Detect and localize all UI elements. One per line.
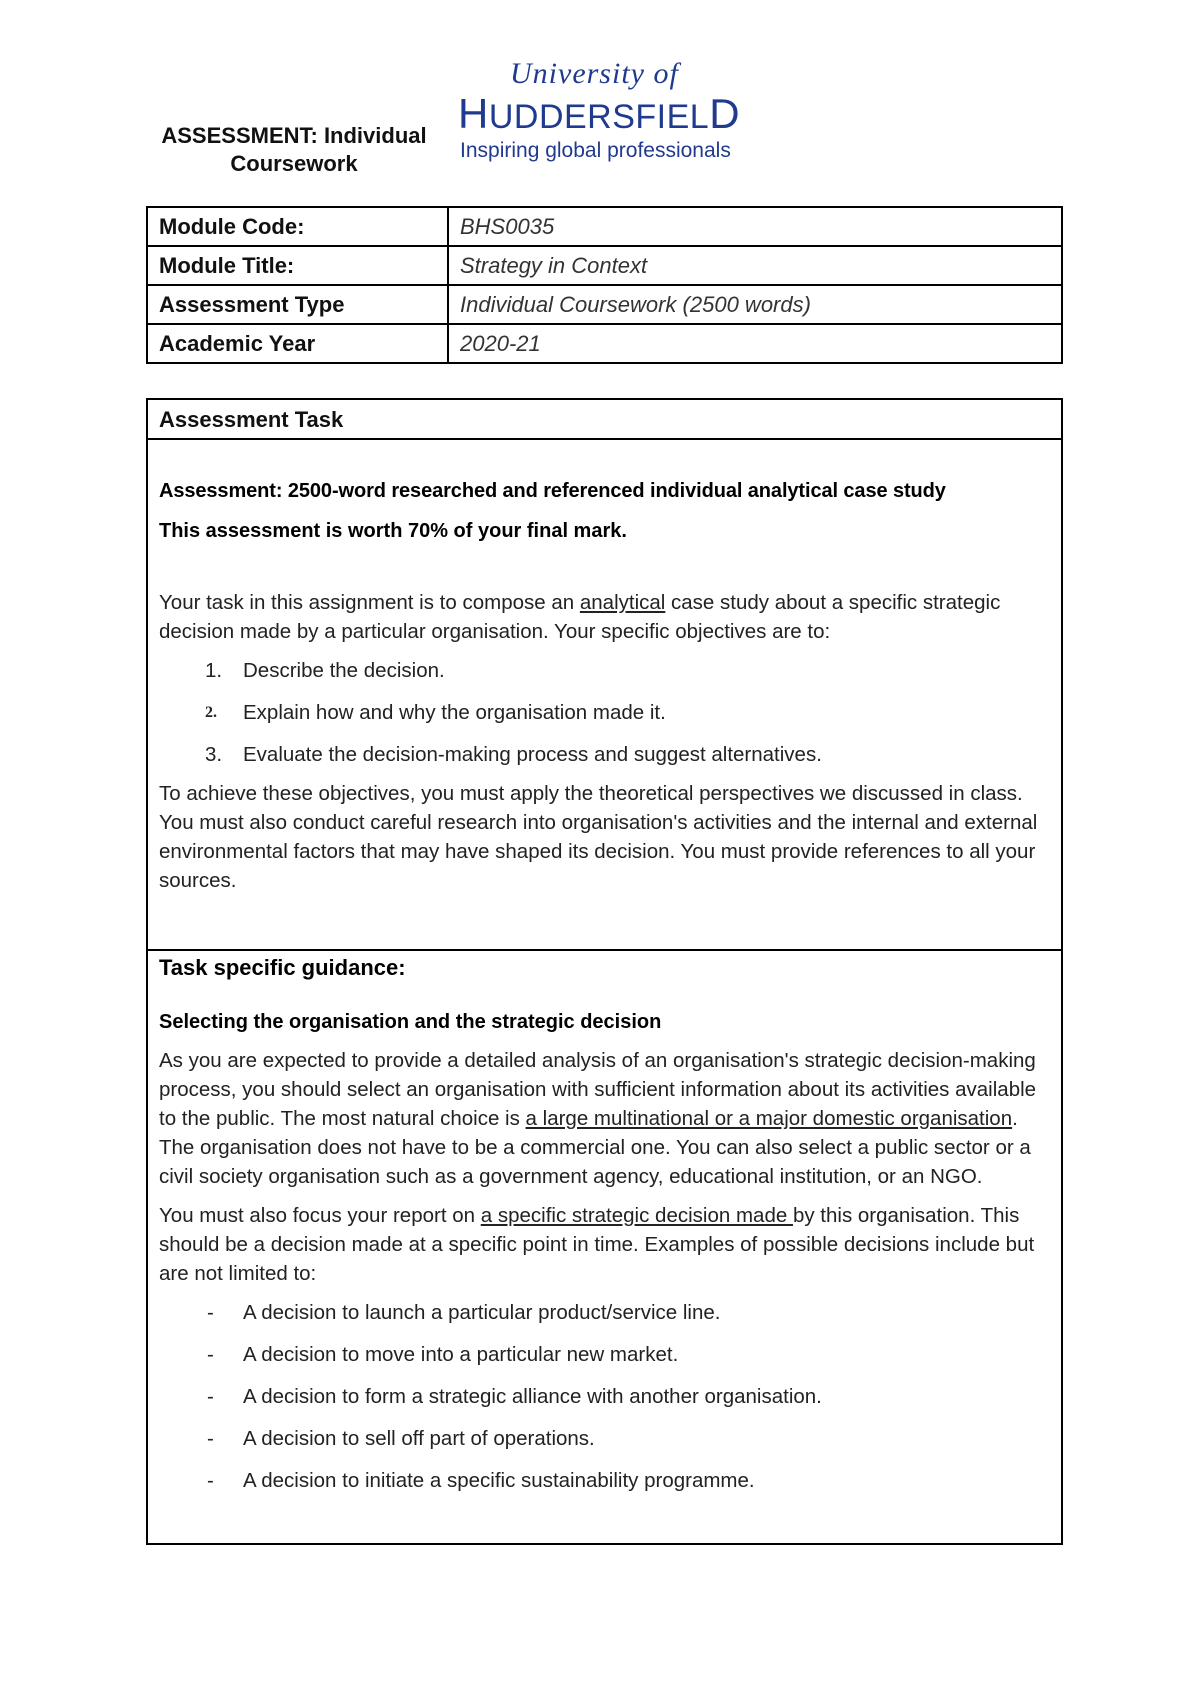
assessment-title-line2: Coursework bbox=[230, 151, 358, 176]
list-text: A decision to move into a particular new market. bbox=[243, 1343, 679, 1366]
list-item bbox=[159, 1298, 1050, 1327]
list-item bbox=[159, 698, 1050, 727]
assessment-weight: This assessment is worth 70% of your final mark. bbox=[159, 520, 627, 542]
logo-line2 bbox=[458, 90, 740, 141]
guidance-text: As you are expected to provide a detailed analysis of an organisation's strategic decision-making process, you should select an organisation with sufficient information about its activities available to the public. The most natural choice is bbox=[159, 1049, 1037, 1130]
list-text: A decision to launch a particular product/service line. bbox=[243, 1301, 721, 1324]
objectives-list bbox=[159, 656, 1050, 769]
list-marker: - bbox=[207, 1301, 214, 1324]
logo-tagline: Inspiring global professionals bbox=[460, 139, 731, 162]
decision-examples-list bbox=[159, 1298, 1050, 1495]
logo-final: D bbox=[709, 90, 741, 137]
list-item bbox=[159, 1382, 1050, 1411]
list-number: 2. bbox=[205, 704, 217, 721]
guidance-paragraph-1 bbox=[159, 1046, 1050, 1191]
assessment-type-label: Assessment Type bbox=[147, 285, 448, 324]
guidance-heading: Task specific guidance: bbox=[159, 955, 406, 980]
guidance-underlined: a large multinational or a major domestic organisation bbox=[525, 1107, 1013, 1130]
list-text: Evaluate the decision-making process and suggest alternatives. bbox=[243, 743, 822, 766]
assessment-task-box bbox=[146, 398, 1063, 951]
list-item bbox=[159, 740, 1050, 769]
list-item bbox=[159, 1424, 1050, 1453]
list-marker: - bbox=[207, 1427, 214, 1450]
list-marker: - bbox=[207, 1469, 214, 1492]
list-text: A decision to initiate a specific sustainability programme. bbox=[243, 1469, 755, 1492]
table-row bbox=[147, 207, 1062, 246]
guidance-text-cont: by this organisation. This should be a decision made at a specific point in time. Examples of possible decisions include but are not limited to: bbox=[159, 1204, 1035, 1285]
list-item bbox=[159, 1340, 1050, 1369]
assessment-type-value: Individual Coursework (2500 words) bbox=[448, 285, 1062, 324]
task-intro-text-cont: case study about a specific strategic decision made by a particular organisation. Your specific objectives are to: bbox=[159, 591, 1001, 643]
academic-year-value: 2020-21 bbox=[448, 324, 1062, 363]
list-marker: - bbox=[207, 1385, 214, 1408]
module-title-label: Module Title: bbox=[147, 246, 448, 285]
list-item bbox=[159, 1466, 1050, 1495]
table-row bbox=[147, 324, 1062, 363]
logo-initial: H bbox=[458, 90, 489, 137]
list-text: Explain how and why the organisation made it. bbox=[243, 701, 666, 724]
logo-line1: University of bbox=[510, 57, 679, 90]
list-number: 3. bbox=[205, 743, 223, 766]
task-intro-text: Your task in this assignment is to compose an bbox=[159, 591, 580, 614]
table-row bbox=[147, 285, 1062, 324]
module-code-label: Module Code: bbox=[147, 207, 448, 246]
guidance-underlined: a specific strategic decision made bbox=[480, 1204, 793, 1227]
guidance-subheading: Selecting the organisation and the strategic decision bbox=[159, 1011, 662, 1033]
table-row bbox=[147, 246, 1062, 285]
module-details-table bbox=[146, 206, 1063, 364]
list-text: A decision to sell off part of operations. bbox=[243, 1427, 595, 1450]
guidance-paragraph-2 bbox=[159, 1201, 1050, 1288]
task-guidance-box bbox=[146, 949, 1063, 1545]
task-intro-underlined: analytical bbox=[579, 591, 666, 614]
list-item bbox=[159, 656, 1050, 685]
task-intro bbox=[159, 588, 1050, 646]
task-closing: To achieve these objectives, you must apply the theoretical perspectives we discussed in class. You must also conduct careful research into organisation's activities and the internal and external environmental factors that may have shaped its decision. You must provide references to all your sources. bbox=[159, 782, 1038, 892]
assessment-summary: Assessment: 2500-word researched and referenced individual analytical case study bbox=[159, 480, 946, 502]
assessment-title-line1: ASSESSMENT: Individual bbox=[161, 123, 427, 148]
list-text: Describe the decision. bbox=[243, 659, 445, 682]
guidance-text: You must also focus your report on bbox=[159, 1204, 481, 1227]
module-title-value: Strategy in Context bbox=[448, 246, 1062, 285]
list-number: 1. bbox=[205, 659, 223, 682]
list-text: A decision to form a strategic alliance with another organisation. bbox=[243, 1385, 822, 1408]
assessment-title bbox=[140, 122, 448, 178]
university-logo bbox=[458, 56, 758, 168]
assessment-task-heading: Assessment Task bbox=[148, 400, 1061, 440]
list-marker: - bbox=[207, 1343, 214, 1366]
module-code-value: BHS0035 bbox=[448, 207, 1062, 246]
logo-word: UDDERSFIEL bbox=[488, 98, 710, 136]
guidance-text-cont: . The organisation does not have to be a commercial one. You can also select a public sector or a civil society organisation such as a government agency, educational institution, or an NGO. bbox=[159, 1107, 1031, 1188]
academic-year-label: Academic Year bbox=[147, 324, 448, 363]
